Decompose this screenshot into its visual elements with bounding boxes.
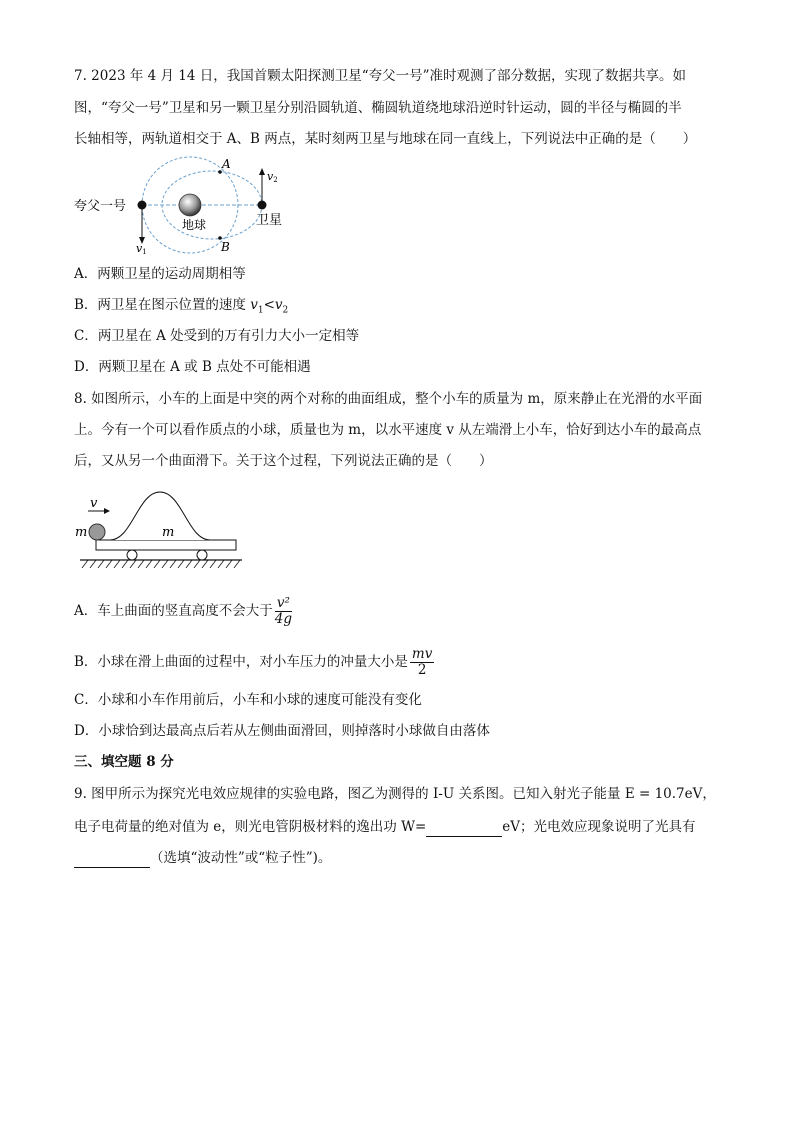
fraction-v2-over-4g: $\frac{\text{v²}}{4g}$ bbox=[274, 595, 292, 627]
answer-blank-work-function[interactable] bbox=[426, 816, 502, 837]
other-satellite-dot bbox=[258, 201, 267, 210]
cart-wheel-left bbox=[127, 550, 137, 560]
fraction-mv-over-2: $\frac{mv}{2}$ bbox=[411, 646, 433, 678]
q7-stem-line-1: 7. 2023 年 4 月 14 日，我国首颗太阳探测卫星“夸父一号”准时观测了部分数据，实现了数据共享。如 bbox=[74, 68, 687, 84]
q7-orbit-figure bbox=[70, 155, 300, 255]
v2-arrowhead bbox=[259, 168, 265, 175]
ground-hatching bbox=[82, 560, 240, 568]
q8-stem-line-2: 上。今有一个可以看作质点的小球，质量也为 m，以水平速度 v 从左端滑上小车，恰好到达小车的最高点 bbox=[74, 422, 702, 438]
cart-wheel-right bbox=[197, 550, 207, 560]
kuafu-satellite-dot bbox=[138, 201, 147, 210]
q8-option-b: B．小球在滑上曲面的过程中，对小车压力的冲量大小是 $\frac{mv}{2}$ bbox=[74, 646, 433, 678]
q7-option-a: A．两颗卫星的运动周期相等 bbox=[74, 266, 246, 282]
ball-icon bbox=[89, 524, 105, 540]
answer-blank-light-nature[interactable] bbox=[74, 847, 150, 868]
q7-option-d: D．两颗卫星在 A 或 B 点处不可能相遇 bbox=[74, 359, 311, 375]
earth-label: 地球 bbox=[182, 218, 207, 232]
section-3-title: 三、填空题 8 分 bbox=[74, 754, 174, 770]
q8-stem-line-1: 8. 如图所示，小车的上面是中突的两个对称的曲面组成，整个小车的质量为 m，原来静止在光滑的水平面 bbox=[74, 391, 703, 407]
q8-option-a: A．车上曲面的竖直高度不会大于 $\frac{\text{v²}}{4g}$ bbox=[74, 595, 292, 627]
q8-option-c: C．小球和小车作用前后，小车和小球的速度可能没有变化 bbox=[74, 692, 422, 708]
q8-cart-figure bbox=[70, 488, 250, 573]
q9-stem-line-2: 电子电荷量的绝对值为 e，则光电管阴极材料的逸出功 W= eV；光电效应现象说明了光具有 bbox=[74, 816, 696, 837]
ball-velocity-arrowhead bbox=[104, 508, 110, 514]
cart-platform bbox=[96, 540, 236, 550]
q8-option-d: D．小球恰到达最高点后若从左侧曲面滑回，则掉落时小球做自由落体 bbox=[74, 723, 490, 739]
earth-icon bbox=[179, 194, 201, 216]
velocity-label: v bbox=[90, 496, 98, 511]
point-A-label: A bbox=[222, 157, 231, 171]
q8-stem-line-3: 后，又从另一个曲面滑下。关于这个过程，下列说法正确的是（ ） bbox=[74, 453, 493, 469]
q7-stem-line-2: 图，“夸父一号”卫星和另一颗卫星分别沿圆轨道、椭圆轨道绕地球沿逆时针运动，圆的半径与椭圆的半 bbox=[74, 100, 682, 116]
q7-option-c: C．两卫星在 A 处受到的万有引力大小一定相等 bbox=[74, 328, 360, 344]
q7-stem-line-3: 长轴相等，两轨道相交于 A、B 两点，某时刻两卫星与地球在同一直线上，下列说法中正确的是（ ） bbox=[74, 131, 697, 147]
cart-mass-label: m bbox=[162, 525, 175, 540]
point-B-label: B bbox=[221, 240, 230, 254]
q9-stem-line-3: （选填“波动性”或“粒子性”)。 bbox=[74, 847, 331, 868]
v2-label: v2 bbox=[267, 170, 278, 184]
q7-option-b: B．两卫星在图示位置的速度 $v_1<v_2$ bbox=[74, 297, 289, 316]
v1-label: v1 bbox=[136, 242, 147, 255]
kuafu-label: 夸父一号 bbox=[74, 199, 127, 214]
satellite-label: 卫星 bbox=[256, 213, 283, 228]
cart-hump-curve bbox=[110, 492, 210, 540]
ball-mass-label: m bbox=[75, 525, 88, 540]
q9-stem-line-1: 9. 图甲所示为探究光电效应规律的实验电路，图乙为测得的 I-U 关系图。已知入射光子能量 E = 10.7eV， bbox=[74, 786, 716, 802]
